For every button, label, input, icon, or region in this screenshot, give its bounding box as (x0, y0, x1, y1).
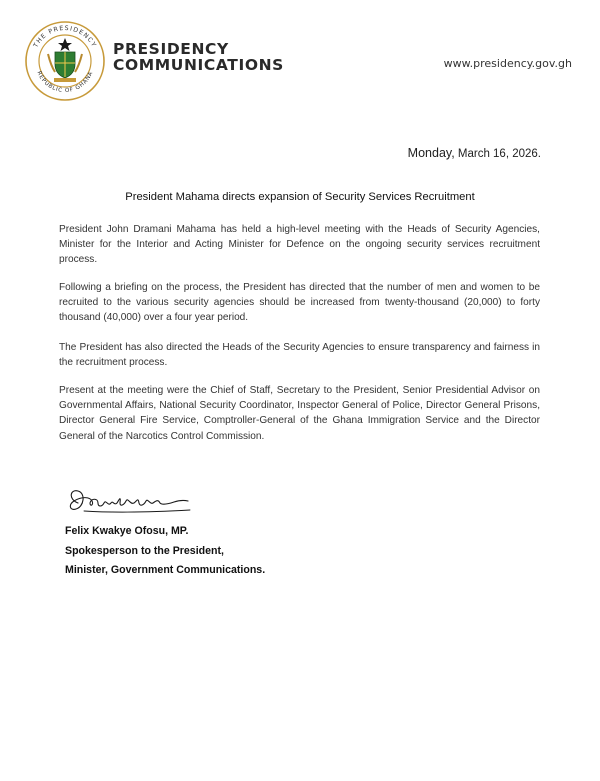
signatory-name: Felix Kwakye Ofosu, MP. (65, 525, 189, 537)
signatory-title-1: Spokesperson to the President, (65, 544, 224, 557)
date-rest: March 16, 2026. (454, 148, 541, 160)
brand-line-communications: COMMUNICATIONS (113, 56, 284, 74)
presidency-seal-logo (24, 20, 106, 102)
press-release-title: President Mahama directs expansion of Security Services Recruitment (125, 191, 475, 203)
svg-text:REPUBLIC OF GHANA: REPUBLIC OF GHANA (35, 70, 95, 95)
release-date (408, 146, 541, 160)
body-paragraph-4: Present at the meeting were the Chief of Staff, Secretary to the President, Senior Presidential Advisor on Governmental Affairs, National Security Coordinator, Inspector General of Police, Director General Prisons, Director General Fire Service, Comptroller-General of the Ghana Immigration Service and the Director General of the Narcotics Control Commission. (59, 385, 540, 442)
body-paragraph-2: Following a briefing on the process, the President has directed that the number of men and women to be recruited to the various security agencies should be increased from twenty-thousand (20,000) to forty thousand (40,000) over a four year period. (59, 282, 540, 324)
body-paragraph-3: The President has also directed the Heads of the Security Agencies to ensure transparency and fairness in the recruitment process. (59, 342, 540, 369)
handwritten-signature (64, 483, 194, 523)
website-url[interactable]: www.presidency.gov.gh (443, 57, 572, 70)
brand-wordmark (113, 41, 284, 73)
brand-line-presidency: PRESIDENCY (113, 40, 229, 58)
signatory-title-2: Minister, Government Communications. (65, 564, 266, 576)
date-day: Monday, (407, 146, 455, 160)
svg-text:THE PRESIDENCY: THE PRESIDENCY (32, 24, 98, 49)
body-paragraph-1: President John Dramani Mahama has held a high-level meeting with the Heads of Security Agencies, Minister for the Interior and Acting Minister for Defence on the ongoing security services recruitment process. (59, 224, 540, 266)
signatory-block (65, 522, 265, 581)
